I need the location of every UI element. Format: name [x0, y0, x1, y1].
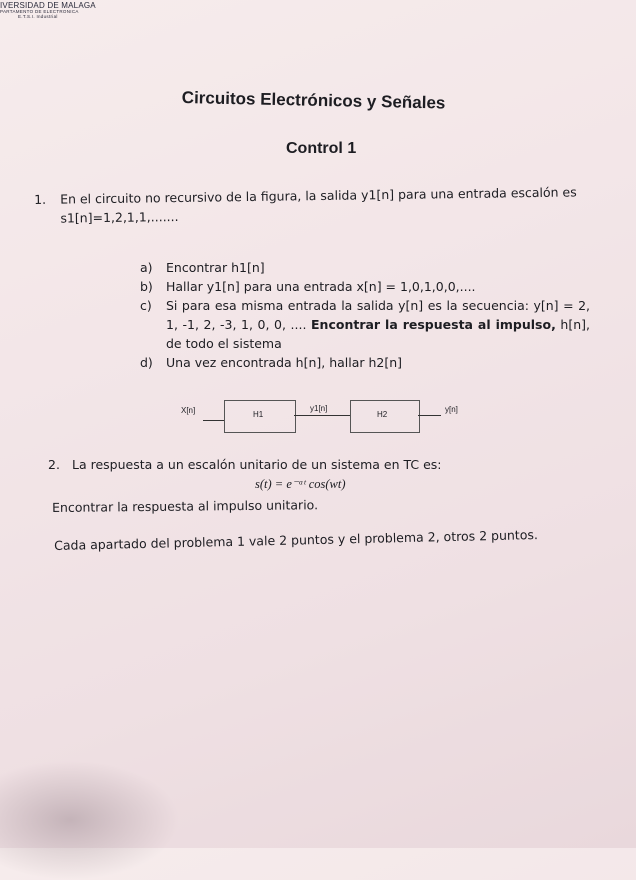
item-text: [166, 296, 590, 353]
problem-2-task: Encontrar la respuesta al impulso unitario.: [52, 497, 319, 515]
document-title: Circuitos Electrónicos y Señales: [181, 88, 446, 113]
step-response-formula: s(t) = e⁻ᵅᵗ cos(wt): [255, 477, 346, 491]
diagram-output-label: y[n]: [445, 405, 458, 414]
item-a: [140, 258, 590, 277]
problem-2-text: La respuesta a un escalón unitario de un sistema en TC es:: [72, 457, 442, 472]
header-university: IVERSIDAD DE MALAGA: [0, 1, 96, 10]
header-school: E.T.S.I. Industrial: [18, 14, 58, 20]
header-department: PARTAMENTO DE ELECTRONICA: [0, 9, 79, 15]
item-letter: d): [140, 355, 153, 370]
scoring-note: Cada apartado del problema 1 vale 2 puntos y el problema 2, otros 2 puntos.: [54, 527, 539, 553]
problem-1-items: [140, 258, 590, 372]
problem-1-text: En el circuito no recursivo de la figura, la salida y1[n] para una entrada escalón es s1[n]=1,2,1,1,.......: [60, 184, 577, 226]
item-letter: c): [140, 298, 152, 313]
h2-label: H2: [377, 410, 388, 419]
output-wire: [418, 415, 441, 416]
input-wire: [203, 420, 224, 421]
photo-shadow: [0, 760, 180, 880]
document-subtitle: Control 1: [286, 140, 357, 157]
problem-1: [34, 182, 604, 226]
diagram-middle-label: y1[n]: [310, 404, 328, 413]
item-c-plain: Si para esa misma entrada la salida y[n] es la secuencia: y[n] = 2, 1, -1, 2, -3, 1, 0, 0, ....: [166, 298, 590, 332]
item-b: [140, 277, 590, 296]
item-text: Una vez encontrada h[n], hallar h2[n]: [166, 355, 403, 370]
item-text: Encontrar h1[n]: [166, 260, 265, 275]
item-c: [140, 296, 590, 353]
diagram-input-label: X[n]: [181, 406, 196, 415]
problem-1-number: 1.: [34, 191, 47, 207]
h1-label: H1: [253, 410, 264, 419]
block-diagram: [176, 394, 476, 438]
item-letter: a): [140, 260, 153, 275]
university-header: [0, 2, 96, 20]
middle-wire: [294, 415, 350, 416]
item-letter: b): [140, 279, 153, 294]
item-c-bold: Encontrar la respuesta al impulso,: [311, 317, 556, 332]
item-d: [140, 353, 590, 372]
item-text: Hallar y1[n] para una entrada x[n] = 1,0,1,0,0,....: [166, 279, 476, 294]
problem-2-number: 2.: [48, 457, 60, 472]
item-c-end: h[n], de todo el sistema: [166, 317, 590, 351]
